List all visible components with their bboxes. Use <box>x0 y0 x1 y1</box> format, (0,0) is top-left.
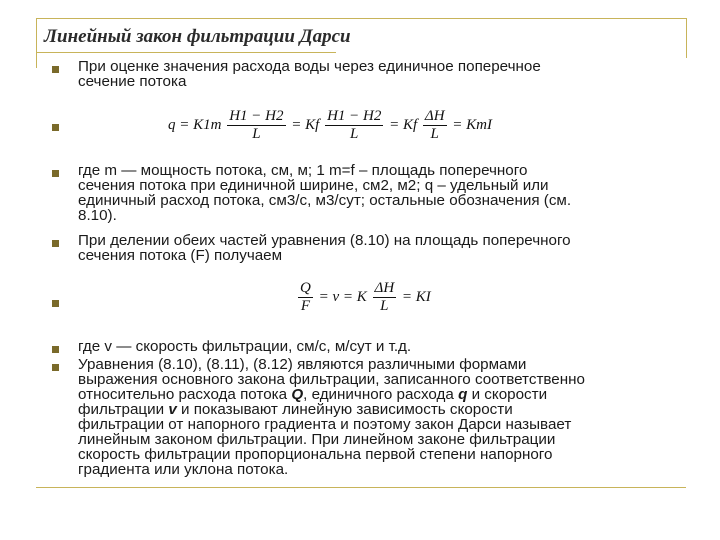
bullet-marker <box>52 240 59 247</box>
fraction <box>325 108 383 143</box>
slide-title: Линейный закон фильтрации Дарси <box>44 26 351 47</box>
paragraph-definitions: где m — мощность потока, см, м; 1 m=f – площадь поперечного сечения потока при единичной ширине, см2, м2; q – удельный или единичный расход потока, см3/с, м3/сут; остальные обозначения (см. 8.10). <box>78 162 572 224</box>
formula-lhs: q = K1m <box>168 116 222 133</box>
frame-top-line <box>36 18 686 19</box>
formula-term: = Kf <box>389 116 418 133</box>
title-underline <box>36 52 336 53</box>
bullet-marker <box>52 124 59 131</box>
fraction <box>298 280 313 315</box>
fraction-numerator: ΔH <box>424 108 445 124</box>
fraction-numerator: ΔH <box>374 280 395 296</box>
fraction <box>227 108 285 143</box>
fraction-numerator: H1 − H2 <box>229 108 284 124</box>
frame-bottom-line <box>36 487 686 488</box>
fraction-denominator: F <box>300 298 310 314</box>
formula-term: = v = K <box>318 288 367 305</box>
fraction-denominator: L <box>252 126 261 142</box>
formula-rhs: = KI <box>401 288 431 305</box>
fraction-numerator: H1 − H2 <box>327 108 382 124</box>
fraction <box>423 108 447 143</box>
fraction-denominator: L <box>350 126 359 142</box>
bullet-marker <box>52 364 59 371</box>
formula-darcy-flow <box>168 108 492 143</box>
paragraph-conclusion <box>78 357 678 477</box>
bullet-marker <box>52 66 59 73</box>
fraction-denominator: L <box>430 126 439 142</box>
conclusion-text: и скорости фильтрации <box>78 386 548 418</box>
paragraph-division: При делении обеих частей уравнения (8.10) на площадь поперечного сечения потока (F) получаем <box>78 232 571 264</box>
conclusion-text: , единичного расхода <box>303 386 459 403</box>
bullet-marker <box>52 346 59 353</box>
paragraph-intro: При оценке значения расхода воды через единичное поперечное сечение потока <box>78 58 541 90</box>
formula-rhs: = KmI <box>452 116 493 133</box>
formula-velocity <box>296 280 431 315</box>
frame-right-line <box>686 18 687 58</box>
bullet-marker <box>52 170 59 177</box>
fraction-denominator: L <box>380 298 389 314</box>
formula-term: = Kf <box>291 116 320 133</box>
conclusion-symbol-q: q <box>458 386 468 403</box>
bullet-marker <box>52 300 59 307</box>
conclusion-symbol-Q: Q <box>291 386 304 403</box>
frame-left-line <box>36 18 37 68</box>
conclusion-text: и показывают линейную зависимость скорости фильтрации от напорного градиента и поэтому закон Дарси называет линейным законом фильтрации. При линейном законе фильтрации скорость фильтрации пропорциональна первой степени напорного градиента или уклона потока. <box>78 401 572 478</box>
conclusion-text: Уравнения (8.10), (8.11), (8.12) являются различными формами выражения основного закона фильтрации, записанного соответственно относительно расхода потока <box>78 356 585 403</box>
paragraph-velocity-def: где v — скорость фильтрации, см/с, м/сут и т.д. <box>78 338 412 355</box>
conclusion-symbol-v: v <box>168 401 177 418</box>
fraction-numerator: Q <box>300 280 311 296</box>
fraction <box>373 280 397 315</box>
